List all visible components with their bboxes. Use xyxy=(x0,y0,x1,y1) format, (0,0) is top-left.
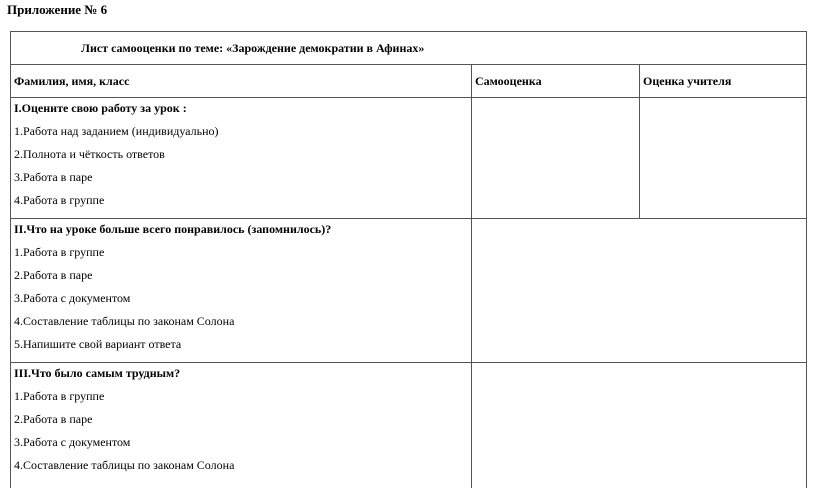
section-1-item: 4.Работа в группе xyxy=(14,193,105,207)
header-teacher: Оценка учителя xyxy=(643,74,732,88)
section-2-item: 4.Составление таблицы по законам Солона xyxy=(14,314,235,328)
section-3-title: III.Что было самым трудным? xyxy=(14,366,181,380)
section-3-item: 1.Работа в группе xyxy=(14,389,105,403)
section-3-row xyxy=(11,363,807,488)
header-self: Самооценка xyxy=(475,74,542,88)
title-cell xyxy=(11,32,807,65)
section-2-row xyxy=(11,219,807,363)
header-self-cell xyxy=(472,65,640,98)
header-row xyxy=(11,65,807,98)
header-teacher-cell xyxy=(640,65,807,98)
title-row xyxy=(11,32,807,65)
section-1-item: 1.Работа над заданием (индивидуально) xyxy=(14,124,219,138)
appendix-label: Приложение № 6 xyxy=(7,2,108,17)
section-2-title: II.Что на уроке больше всего понравилось (запомнилось)? xyxy=(14,222,332,236)
section-1-questions xyxy=(11,98,472,219)
section-3-answer-cell[interactable] xyxy=(472,363,807,488)
section-3-item: 2.Работа в паре xyxy=(14,412,93,426)
section-2-item: 1.Работа в группе xyxy=(14,245,105,259)
section-2-item: 2.Работа в паре xyxy=(14,268,93,282)
section-2-item: 5.Напишите свой вариант ответа xyxy=(14,337,182,351)
section-2-answer-cell[interactable] xyxy=(472,219,807,363)
section-3-item: 4.Составление таблицы по законам Солона xyxy=(14,458,235,472)
header-name-cell xyxy=(11,65,472,98)
section-2-questions xyxy=(11,219,472,363)
sheet-title: Лист самооценки по теме: «Зарождение демократии в Афинах» xyxy=(81,41,425,55)
section-1-self-cell[interactable] xyxy=(472,98,640,219)
section-1-item: 2.Полнота и чёткость ответов xyxy=(14,147,165,161)
section-3-questions xyxy=(11,363,472,488)
section-1-item: 3.Работа в паре xyxy=(14,170,93,184)
section-3-item: 3.Работа с документом xyxy=(14,435,131,449)
section-1-title: I.Оцените свою работу за урок : xyxy=(14,101,187,115)
section-2-item: 3.Работа с документом xyxy=(14,291,131,305)
section-1-teacher-cell[interactable] xyxy=(640,98,807,219)
self-assessment-table xyxy=(10,31,807,488)
header-name: Фамилия, имя, класс xyxy=(14,74,130,88)
section-1-row xyxy=(11,98,807,219)
